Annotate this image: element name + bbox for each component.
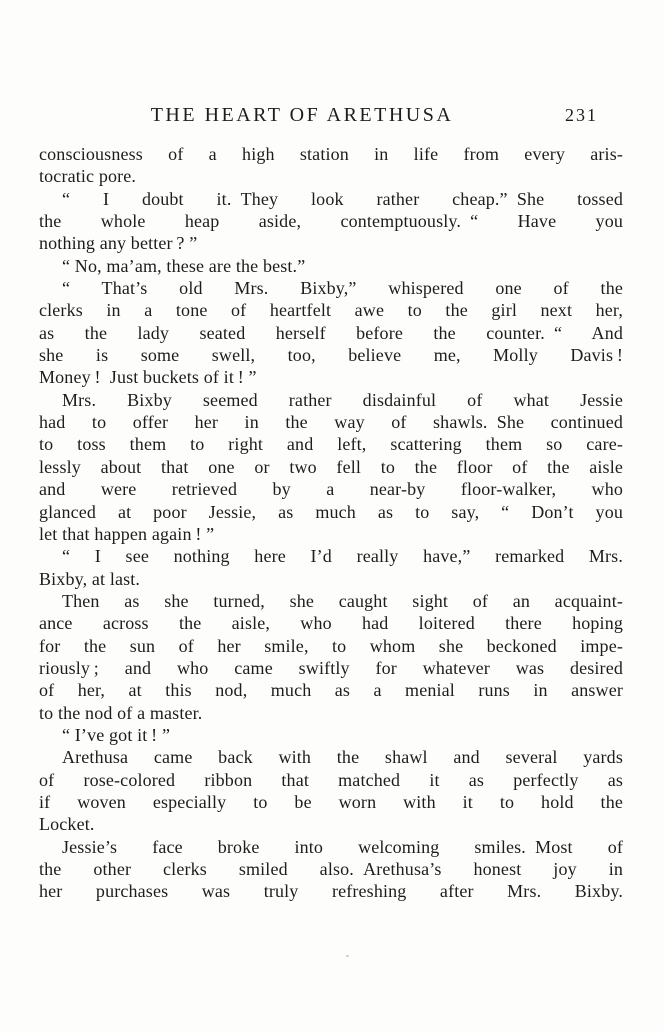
text-line: Arethusa came back with the shawl and several yards [62, 747, 623, 768]
text-line: tocratic pore. [39, 166, 137, 187]
text-line: consciousness of a high station in life from every aris- [39, 144, 623, 164]
text-line: “ That’s old Mrs. Bixby,” whispered one of the [62, 278, 623, 299]
text-line: to toss them to right and left, scattering them so care- [39, 434, 623, 455]
text-line: ance across the aisle, who had loitered there hoping [39, 613, 623, 634]
paragraph [39, 746, 623, 835]
text-line: Locket. [39, 814, 95, 835]
text-line: clerks in a tone of heartfelt awe to the girl next her, [39, 300, 623, 321]
paragraph [39, 277, 623, 389]
page-title: THE HEART OF ARETHUSA [150, 104, 454, 126]
text-line: “ I see nothing here I’d really have,” remarked Mrs. [62, 546, 623, 567]
paragraph [39, 724, 623, 746]
text-line: her purchases was truly refreshing after Mrs. Bixby. [39, 881, 623, 902]
text-line: Mrs. Bixby seemed rather disdainful of what Jessie [62, 389, 623, 410]
text-line: the whole heap aside, contemptuously. “ Have you [39, 211, 623, 232]
paragraph [39, 188, 623, 255]
text-line: had to offer her in the way of shawls. She continued [39, 412, 623, 433]
text-line: Jessie’s face broke into welcoming smiles. Most of [62, 836, 623, 857]
text-line: Money ! Just buckets of it ! ” [39, 367, 257, 388]
text-line: “ No, ma’am, these are the best.” [62, 255, 306, 276]
text-line: and were retrieved by a near-by floor-walker, who [39, 479, 623, 500]
text-line: “ I doubt it. They look rather cheap.” She tossed [62, 188, 623, 209]
text-line: she is some swell, too, believe me, Molly Davis ! [39, 345, 623, 366]
text-line: to the nod of a master. [39, 702, 203, 723]
text-line: Then as she turned, she caught sight of an acquaint- [62, 590, 623, 611]
paragraph [39, 389, 623, 545]
text-line: riously ; and who came swiftly for whatever was desired [39, 657, 623, 678]
running-header [39, 104, 623, 127]
text-line: if woven especially to be worn with it to hold the [39, 791, 623, 812]
text-line: as the lady seated herself before the counter. “ And [39, 322, 623, 343]
text-line: the other clerks smiled also. Arethusa’s honest joy in [39, 859, 623, 879]
text-line: of her, at this nod, much as a menial runs in answer [39, 680, 623, 701]
text-line: nothing any better ? ” [39, 233, 198, 254]
text-line: Bixby, at last. [39, 568, 141, 589]
text-line: let that happen again ! ” [39, 523, 215, 544]
paragraph [39, 836, 623, 903]
page-number: 231 [565, 105, 598, 125]
paragraph [39, 255, 623, 277]
paragraph [39, 545, 623, 590]
text-line: of rose-colored ribbon that matched it as perfectly as [39, 769, 623, 790]
paragraph [39, 143, 623, 188]
text-line: lessly about that one or two fell to the floor of the aisle [39, 456, 623, 477]
text-line: “ I’ve got it ! ” [62, 724, 171, 745]
text-block [39, 143, 623, 903]
scan-artifact [346, 955, 349, 957]
text-line: for the sun of her smile, to whom she beckoned impe- [39, 635, 623, 656]
paragraph [39, 590, 623, 724]
text-line: glanced at poor Jessie, as much as to say, “ Don’t you [39, 501, 623, 522]
